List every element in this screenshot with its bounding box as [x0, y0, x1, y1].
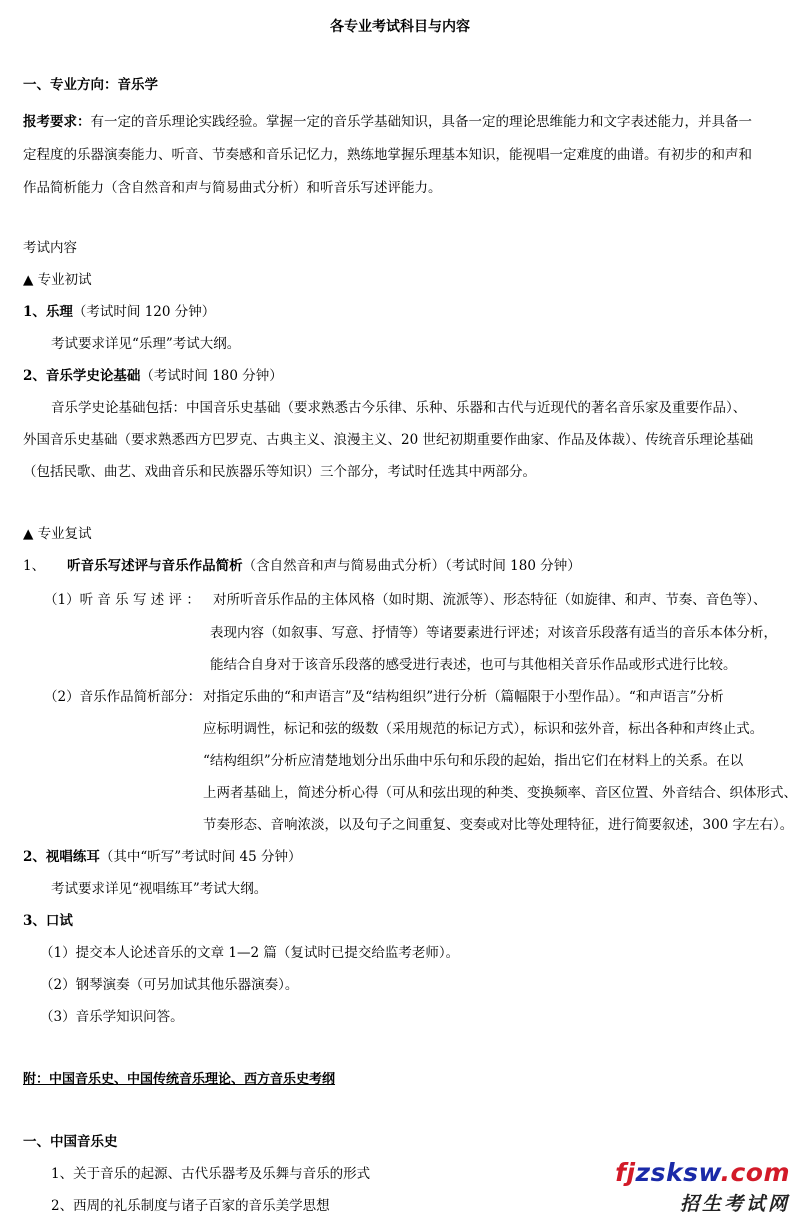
retest-item-2 [23, 851, 301, 865]
appendix-section-heading: 一、中国音乐史 [23, 1134, 118, 1150]
requirements-line-2: 定程度的乐器演奏能力、听音、节奏感和音乐记忆力，熟练地掌握乐理基本知识，能视唱一定难度的曲谱。有初步的和声和 [23, 147, 752, 163]
retest-1a-line-1: 对所听音乐作品的主体风格（如时期、流派等）、形态特征（如旋律、和声、节奏、音色等）、 [213, 592, 767, 608]
retest-1b-line-1: 对指定乐曲的“和声语言”及“结构组织”进行分析（篇幅限于小型作品）。“和声语言”分析 [203, 689, 724, 705]
retest-item-2-desc: 考试要求详见“视唱练耳”考试大纲。 [51, 881, 268, 897]
prelim-item-2-title: 2、音乐学史论基础 [23, 368, 141, 384]
retest-item-3-3: （3）音乐学知识问答。 [40, 1009, 184, 1025]
page-title: 各专业考试科目与内容 [330, 19, 470, 35]
retest-1a-line-3: 能结合自身对于该音乐段落的感受进行表述，也可与其他相关音乐作品或形式进行比较。 [210, 657, 737, 673]
requirements-text-1: 有一定的音乐理论实践经验。掌握一定的音乐学基础知识，具备一定的理论思维能力和文字表述能力，并具备一 [90, 114, 752, 130]
appendix-heading: 附：中国音乐史、中国传统音乐理论、西方音乐史考纲 [23, 1072, 336, 1087]
retest-1a-label: （1）听 音 乐 写 述 评 ： [44, 592, 200, 608]
retest-item-1-num: 1、 [23, 558, 46, 574]
prelim-item-1 [23, 306, 215, 320]
retest-item-2-title: 2、视唱练耳 [23, 849, 100, 865]
requirements-line-3: 作品简析能力（含自然音和声与简易曲式分析）和听音乐写述评能力。 [23, 180, 442, 196]
retest-item-3-title: 3、口试 [23, 913, 73, 929]
prelim-item-2-line-2: 外国音乐史基础（要求熟悉西方巴罗克、古典主义、浪漫主义、20 世纪初期重要作曲家、作品及体裁）、传统音乐理论基础 [23, 432, 754, 448]
exam-content-label: 考试内容 [23, 240, 77, 256]
requirements-line-1 [23, 116, 752, 130]
retest-1b-line-4: 上两者基础上，简述分析心得（可从和弦出现的种类、变换频率、音区位置、外音结合、织体形式、 [203, 785, 797, 801]
section-heading-music: 一、专业方向：音乐学 [23, 77, 158, 93]
retest-item-1 [23, 560, 581, 574]
watermark-subtitle: 招生考试网 [679, 1193, 790, 1215]
watermark-domain-middle: zsksw [635, 1158, 721, 1187]
retest-item-3-1: （1）提交本人论述音乐的文章 1—2 篇（复试时已提交给监考老师）。 [40, 945, 460, 961]
retest-item-2-time: （其中“听写”考试时间 45 分钟） [99, 849, 302, 865]
retest-1b-line-3: “结构组织”分析应清楚地划分出乐曲中乐句和乐段的起始，指出它们在材料上的关系。在以 [203, 753, 744, 769]
site-watermark [615, 1158, 790, 1216]
watermark-domain-prefix: fj [615, 1158, 636, 1187]
prelim-item-1-desc: 考试要求详见“乐理”考试大纲。 [51, 336, 241, 352]
appendix-item-2: 2、西周的礼乐制度与诸子百家的音乐美学思想 [51, 1198, 330, 1214]
prelim-item-2-line-1: 音乐学史论基础包括：中国音乐史基础（要求熟悉古今乐律、乐种、乐器和古代与近现代的著名音乐家及重要作品）、 [51, 400, 747, 416]
prelim-heading: ▲ 专业初试 [23, 272, 92, 288]
watermark-domain [615, 1158, 790, 1187]
prelim-item-2 [23, 370, 283, 384]
retest-item-3-2: （2）钢琴演奏（可另加试其他乐器演奏）。 [40, 977, 299, 993]
prelim-item-1-time: （考试时间 120 分钟） [72, 304, 216, 320]
prelim-item-1-title: 1、乐理 [23, 304, 73, 320]
prelim-item-2-line-3: （包括民歌、曲艺、戏曲音乐和民族器乐等知识）三个部分，考试时任选其中两部分。 [23, 464, 536, 480]
retest-item-1-rest: （含自然音和声与简易曲式分析）（考试时间 180 分钟） [242, 558, 581, 574]
retest-1b-label: （2）音乐作品简析部分： [44, 689, 202, 705]
watermark-domain-suffix: .com [720, 1158, 790, 1187]
retest-1b-line-2: 应标明调性，标记和弦的级数（采用规范的标记方式），标识和弦外音，标出各种和声终止式。 [203, 721, 764, 737]
retest-item-1-title: 听音乐写述评与音乐作品简析 [67, 558, 243, 574]
appendix-item-1: 1、关于音乐的起源、古代乐器考及乐舞与音乐的形式 [51, 1166, 371, 1182]
retest-1b-line-5: 节奏形态、音响浓淡，以及句子之间重复、变奏或对比等处理特征，进行简要叙述，300 字左右）。 [203, 817, 794, 833]
prelim-item-2-time: （考试时间 180 分钟） [140, 368, 283, 384]
requirements-label: 报考要求： [23, 114, 91, 130]
retest-heading: ▲ 专业复试 [23, 526, 92, 542]
retest-1a-line-2: 表现内容（如叙事、写意、抒情等）等诸要素进行评述；对该音乐段落有适当的音乐本体分析， [210, 625, 777, 641]
